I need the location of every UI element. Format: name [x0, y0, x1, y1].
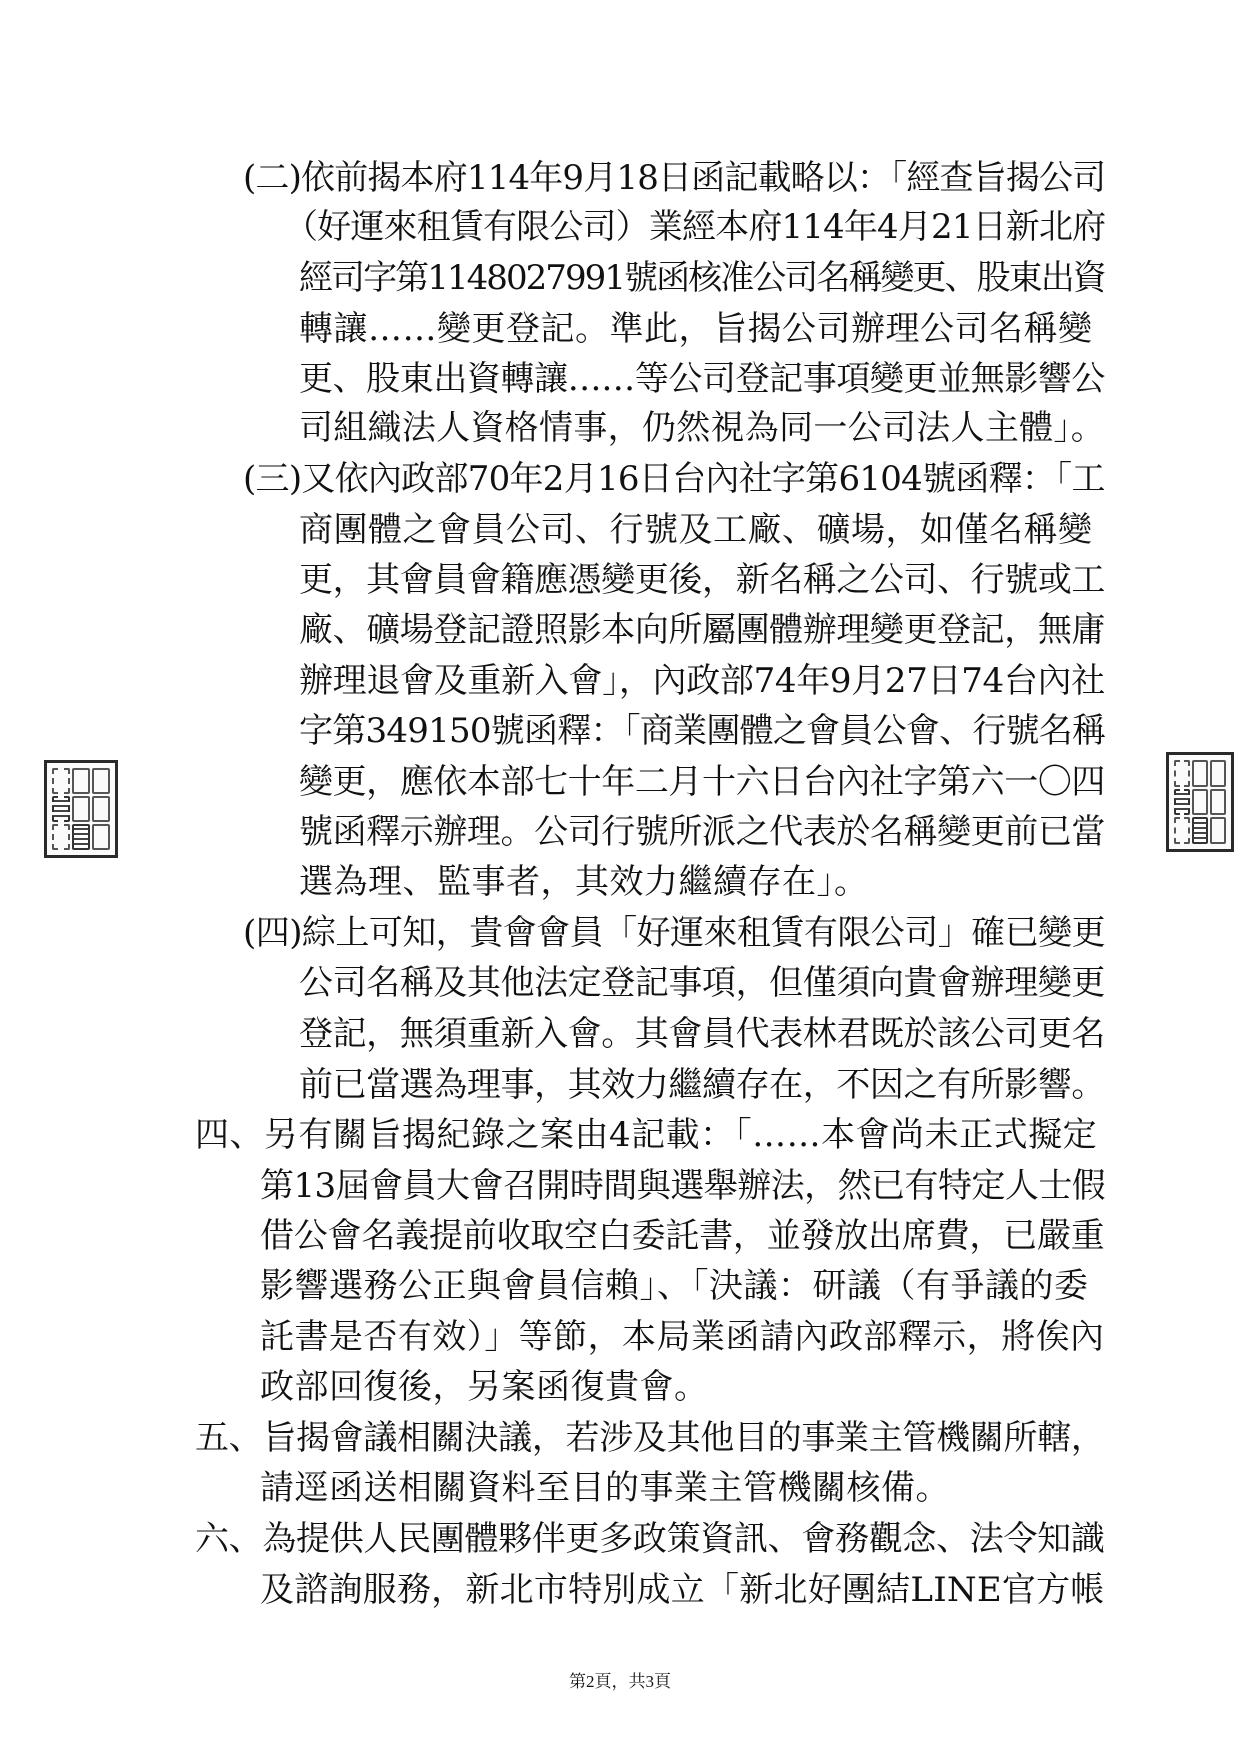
- text-line: (三)又依內政部70年2月16日台內社字第6104號函釋：「工: [243, 459, 1105, 499]
- page-number-footer: 第2頁，共3頁: [569, 1672, 671, 1691]
- text-line: 及諮詢服務，新北市特別成立「新北好團結LINE官方帳: [260, 1570, 1105, 1610]
- text-line: 四、另有關旨揭紀錄之案由4記載：「……本會尚未正式擬定: [195, 1115, 1098, 1155]
- text-line: 更，其會員會籍應憑變更後，新名稱之公司、行號或工: [299, 560, 1105, 600]
- text-line: (四)綜上可知，貴會會員「好運來租賃有限公司」確已變更: [243, 913, 1106, 953]
- text-line: 影響選務公正與會員信賴」、「決議：研議（有爭議的委: [260, 1266, 1089, 1306]
- text-line: 登記，無須重新入會。其會員代表林君既於該公司更名: [299, 1014, 1105, 1054]
- text-line: 廠、礦場登記證照影本向所屬團體辦理變更登記，無庸: [299, 610, 1105, 650]
- text-line: 前已當選為理事，其效力繼續存在，不因之有所影響。: [299, 1065, 1105, 1105]
- text-line: 託書是否有效）」等節，本局業函請內政部釋示，將俟內: [260, 1317, 1105, 1357]
- text-line: 更、股東出資轉讓……等公司登記事項變更並無影響公: [299, 359, 1105, 399]
- text-line: 號函釋示辦理。公司行號所派之代表於名稱變更前已當: [299, 812, 1105, 852]
- text-line: 經司字第1148027991號函核准公司名稱變更、股東出資: [299, 258, 1105, 298]
- text-line: 借公會名義提前收取空白委託書，並發放出席費，已嚴重: [260, 1216, 1105, 1256]
- text-line: 商團體之會員公司、行號及工廠、礦場，如僅名稱變: [299, 510, 1093, 550]
- text-line: 選為理、監事者，其效力繼續存在」。: [299, 862, 869, 902]
- right-seal-stamp: [1166, 752, 1234, 852]
- text-line: 轉讓……變更登記。準此，旨揭公司辦理公司名稱變: [299, 309, 1093, 349]
- text-line: (二)依前揭本府114年9月18日函記載略以：「經查旨揭公司: [243, 158, 1106, 198]
- text-line: 五、旨揭會議相關決議，若涉及其他目的事業主管機關所轄，: [195, 1418, 1105, 1458]
- text-line: 變更，應依本部七十年二月十六日台內社字第六一〇四: [299, 762, 1105, 802]
- text-line: 六、為提供人民團體夥伴更多政策資訊、會務觀念、法令知識: [195, 1519, 1105, 1559]
- text-line: 字第349150號函釋：「商業團體之會員公會、行號名稱: [299, 711, 1106, 751]
- left-seal-stamp: [44, 760, 118, 858]
- text-line: 公司名稱及其他法定登記事項，但僅須向貴會辦理變更: [299, 963, 1105, 1003]
- text-line: 司組織法人資格情事，仍然視為同一公司法人主體」。: [299, 408, 1105, 448]
- text-line: 請逕函送相關資料至目的事業主管機關核備。: [260, 1468, 950, 1508]
- text-line: 第13屆會員大會召開時間與選舉辦法，然已有特定人士假: [260, 1166, 1106, 1206]
- text-line: （好運來租賃有限公司）業經本府114年4月21日新北府: [284, 207, 1106, 247]
- text-line: 辦理退會及重新入會」，內政部74年9月27日74台內社: [299, 661, 1105, 701]
- text-line: 政部回復後，另案函復貴會。: [260, 1367, 709, 1407]
